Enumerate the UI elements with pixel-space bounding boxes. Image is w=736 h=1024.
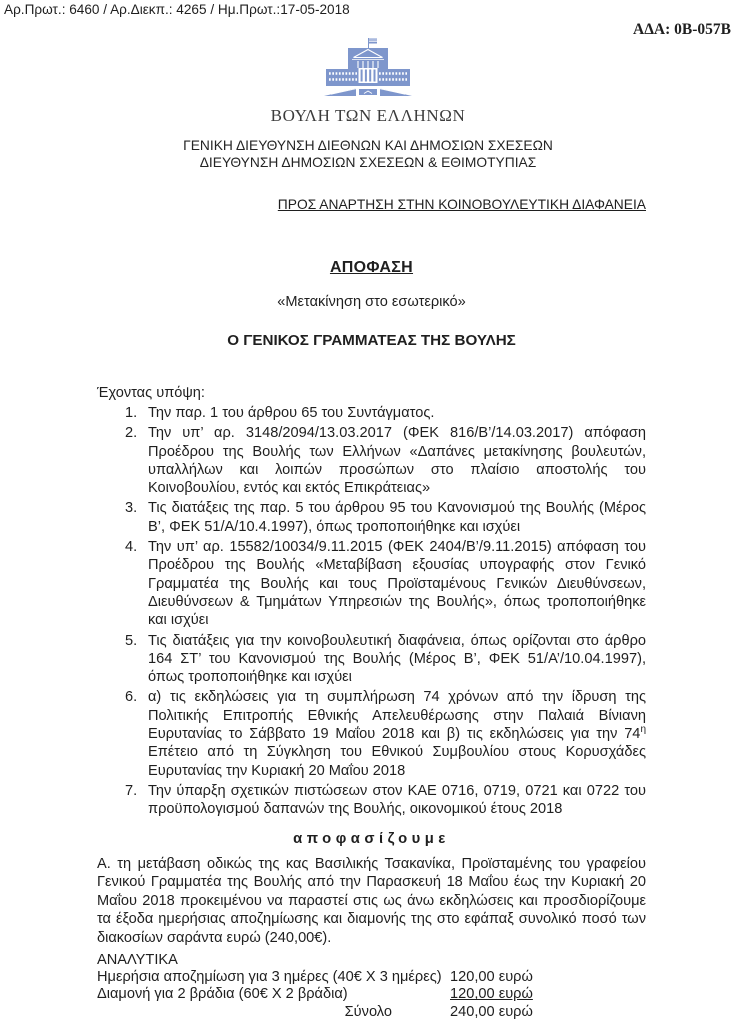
breakdown-amount: 120,00 ευρώ [450,986,533,1003]
decision-title: ΑΠΟΦΑΣΗ [329,259,414,276]
list-item: Την ύπαρξη σχετικών πιστώσεων στον ΚΑΕ 0716, 0719, 0721 και 0722 του προϋπολογισμού δαπανών της Βουλής, οικονομικού έτους 2018 [148,782,646,818]
list-item: Την παρ. 1 του άρθρου 65 του Συντάγματος. [148,405,435,421]
organization-name: ΒΟΥΛΗ ΤΩΝ ΕΛΛΗΝΩΝ [270,106,466,125]
preamble-label: Έχοντας υπόψη: [97,385,205,401]
parliament-logo [0,38,736,100]
decide-word: αποφασίζουμε [293,830,450,847]
breakdown-row [97,986,646,1003]
transparency-posting-notice: ΠΡΟΣ ΑΝΑΡΤΗΣΗ ΣΤΗΝ ΚΟΙΝΟΒΟΥΛΕΥΤΙΚΗ ΔΙΑΦΑΝΕΙΑ [277,197,646,212]
list-item: α) τις εκδηλώσεις για τη συμπλήρωση 74 χρόνων από την ίδρυση της Πολιτικής Επιτροπής Εθνικής Απελευθέρωσης στην Παλαιά Βίνιανη Ευρυτανίας το Σάββατο 19 Μαΐου 2018 και β) τις εκδηλώσεις για την $74^\eta$ Επέτειο από τη Σύγκληση του Εθνικού Συμβουλίου στους Κορυσχάδες Ευρυτανίας την Κυριακή 20 Μαΐου 2018 [148,689,646,779]
decision-paragraph-a: Α. τη μετάβαση οδικώς της κας Βασιλικής Τσακανίκα, Προϊσταμένης του γραφείου Γενικού Γραμματέα της Βουλής από την Παρασκευή 18 Μαΐου έως την Κυριακή 20 Μαΐου 2018 προκειμένου να παραστεί στις ως άνω εκδηλώσεις και προσδιορίζουμε τα έξοδα ημερήσιας αποζημίωσης και διαμονής της στο εφάπαξ συνολικό ποσό των διακοσίων σαράντα ευρώ (240,00€). [97,855,646,946]
list-item: Την υπ’ αρ. 3148/2094/13.03.2017 (ΦΕΚ 816/Β’/14.03.2017) απόφαση Προέδρου της Βουλής των Ελλήνων «Δαπάνες μετακίνησης βουλευτών, υπαλλήλων και λοιπών προσώπων στο πλαίσιο αποστολής του Κοινοβουλίου, εντός και εκτός Επικράτειας» [148,425,646,497]
ada-code: ΑΔΑ: 0Β-057Β [633,21,731,38]
list-item: Τις διατάξεις της παρ. 5 του άρθρου 95 του Κανονισμού της Βουλής (Μέρος Β’, ΦΕΚ 51/Α/10.4.1997), όπως τροποποιήθηκε και ισχύει [148,500,646,535]
breakdown-description: Διαμονή για 2 βράδια (60€ Χ 2 βράδια) [97,986,348,1003]
decision-subject: «Μετακίνηση στο εσωτερικό» [277,294,466,310]
breakdown-label: ΑΝΑΛΥΤΙΚΑ [97,952,178,969]
department-lines [0,138,736,171]
issuer-title: Ο ΓΕΝΙΚΟΣ ΓΡΑΜΜΑΤΕΑΣ ΤΗΣ ΒΟΥΛΗΣ [227,332,516,349]
department-line-2: ΔΙΕΥΘΥΝΣΗ ΔΗΜΟΣΙΩΝ ΣΧΕΣΕΩΝ & ΕΘΙΜΟΤΥΠΙΑΣ [199,154,537,170]
considerations-list [97,404,646,819]
total-amount: 240,00 ευρώ [450,1003,533,1020]
total-label: Σύνολο [344,1003,392,1020]
breakdown-total-row [97,1004,646,1021]
breakdown-row [97,969,646,986]
list-item: Την υπ’ αρ. 15582/10034/9.11.2015 (ΦΕΚ 2404/Β’/9.11.2015) απόφαση του Προέδρου της Βουλής «Μεταβίβαση εξουσίας υπογραφής στον Γενικό Γραμματέα της Βουλής και τους Προϊσταμένους Γενικών Διευθύνσεων, Διευθύνσεων & Τμημάτων Υπηρεσιών της Βουλής», όπως τροποποιήθηκε και ισχύει [148,539,646,629]
department-line-1: ΓΕΝΙΚΗ ΔΙΕΥΘΥΝΣΗ ΔΙΕΘΝΩΝ ΚΑΙ ΔΗΜΟΣΙΩΝ ΣΧΕΣΕΩΝ [183,138,553,153]
parliament-building-icon [322,38,414,100]
breakdown-description: Ημερήσια αποζημίωση για 3 ημέρες (40€ Χ 3 ημέρες) [97,969,442,986]
protocol-number-line: Αρ.Πρωτ.: 6460 / Αρ.Διεκπ.: 4265 / Ημ.Πρωτ.:17-05-2018 [4,2,350,17]
list-item: Τις διατάξεις για την κοινοβουλευτική διαφάνεια, όπως ορίζονται στο άρθρο 164 ΣΤ’ του Κανονισμού της Βουλής (Μέρος Β’, ΦΕΚ 51/Α’/10.04.1997), όπως τροποποιήθηκε και ισχύει [148,632,646,686]
superscript-eta: η [640,724,646,736]
document-body [97,197,646,1021]
breakdown-amount: 120,00 ευρώ [450,969,533,986]
